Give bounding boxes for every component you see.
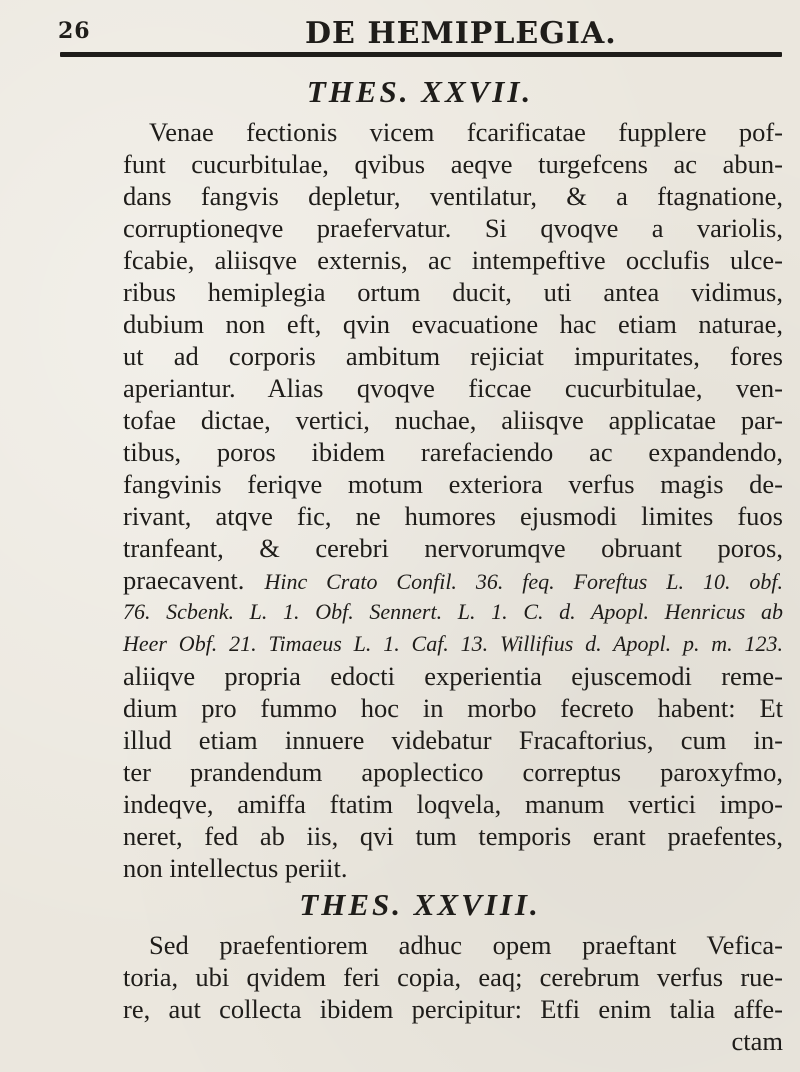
text-line: ut ad corporis ambitum rejiciat impuritates, fores	[123, 341, 783, 371]
text-line: tranfeant, & cerebri nervorumqve obruant poros,	[123, 533, 783, 563]
catchword: ctam	[731, 1026, 783, 1056]
text-line: fangvinis feriqve motum exteriora verfus magis de-	[123, 469, 783, 499]
text-line: fcabie, aliisqve externis, ac intempeftive occlufis ulce-	[123, 245, 783, 275]
text-line: indeqve, amiffa ftatim loqvela, manum vertici impo-	[123, 789, 783, 819]
page-number: 26	[58, 18, 91, 44]
text-line: dans fangvis depletur, ventilatur, & a ftagnatione,	[123, 181, 783, 211]
text-line: ter prandendum apoplectico correptus paroxyfmo,	[123, 757, 783, 787]
text-line: illud etiam innuere videbatur Fracaftorius, cum in-	[123, 725, 783, 755]
citation-line: Heer Obf. 21. Timaeus L. 1. Caf. 13. Willifius d. Apopl. p. m. 123.	[123, 631, 783, 656]
text-line-with-citation	[123, 564, 783, 596]
text-line: corruptioneqve praefervatur. Si qvoqve a variolis,	[123, 213, 783, 243]
text-line: dubium non eft, qvin evacuatione hac etiam naturae,	[123, 309, 783, 339]
text-line: aliiqve propria edocti experientia ejuscemodi reme-	[123, 661, 783, 691]
text-line: toria, ubi qvidem feri copia, eaq; cerebrum verfus rue-	[123, 962, 783, 992]
text-line: tofae dictae, vertici, nuchae, aliisqve applicatae par-	[123, 405, 783, 435]
citation: Hinc Crato Confil. 36. feq. Foreftus L. 10. obf.	[264, 569, 783, 594]
text-line: funt cucurbitulae, qvibus aeqve turgefcens ac abun-	[123, 149, 783, 179]
text-line: tibus, poros ibidem rarefaciendo ac expandendo,	[123, 437, 783, 467]
section-heading-thes-27: THES. XXVII.	[306, 74, 534, 109]
section-body-thes-28	[123, 929, 783, 1057]
text-line: neret, fed ab iis, qvi tum temporis erant praefentes,	[123, 821, 783, 851]
text-line: ribus hemiplegia ortum ducit, uti antea vidimus,	[123, 277, 783, 307]
section-heading-thes-28: THES. XXVIII.	[299, 887, 541, 922]
text-line: Venae fectionis vicem fcarificatae fupplere pof-	[149, 117, 783, 147]
section-body-thes-27	[123, 116, 783, 884]
text-segment: praecavent.	[123, 565, 245, 595]
text-line: rivant, atqve fic, ne humores ejusmodi limites fuos	[123, 501, 783, 531]
running-head: DE HEMIPLEGIA.	[305, 16, 617, 51]
text-line: dium pro fummo hoc in morbo fecreto habent: Et	[123, 693, 783, 723]
text-line: Sed praefentiorem adhuc opem praeftant Vefica-	[149, 930, 783, 960]
text-line: re, aut collecta ibidem percipitur: Etfi enim talia affe-	[123, 994, 783, 1024]
text-line: non intellectus periit.	[123, 853, 348, 883]
text-line: aperiantur. Alias qvoqve ficcae cucurbitulae, ven-	[123, 373, 783, 403]
page-header	[50, 14, 785, 54]
header-rule	[60, 52, 782, 57]
citation-line: 76. Scbenk. L. 1. Obf. Sennert. L. 1. C. d. Apopl. Henricus ab	[123, 599, 783, 624]
